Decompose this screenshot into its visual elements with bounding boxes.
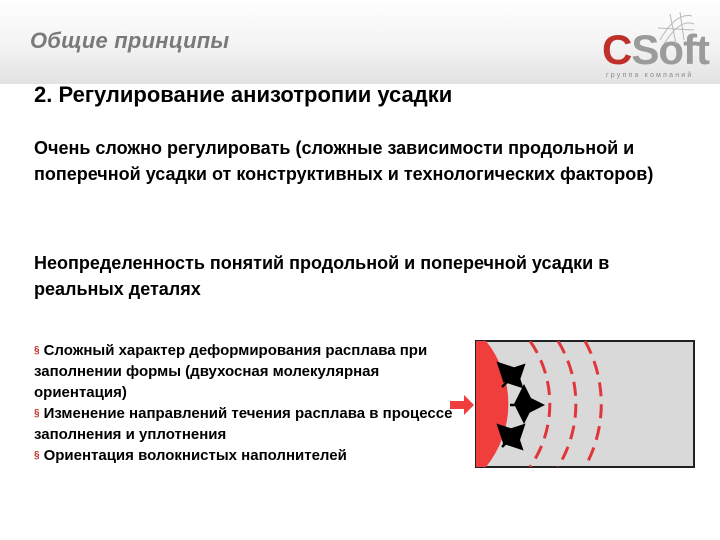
logo-grid-icon — [656, 10, 696, 46]
list-item — [34, 340, 464, 403]
list-item — [34, 445, 464, 466]
list-item — [34, 403, 464, 445]
bullet-marker: § — [34, 408, 40, 419]
slide-title: 2. Регулирование анизотропии усадки — [34, 82, 453, 107]
flow-front-diagram — [440, 335, 700, 475]
section-title: Общие принципы — [30, 28, 230, 53]
bullet-text: Ориентация волокнистых наполнителей — [43, 447, 347, 464]
mold-plate — [476, 341, 694, 467]
logo-tagline: группа компаний — [606, 72, 694, 79]
logo-letters: Soft — [631, 26, 709, 73]
paragraph-regulation: Очень сложно регулировать (сложные зависимости продольной и поперечной усадки от конструктивных и технологических факторов) — [34, 138, 654, 184]
flow-inlet-arrow-icon — [450, 395, 474, 415]
company-logo — [596, 10, 711, 84]
logo-letter-c: C — [602, 26, 632, 73]
bullet-list — [34, 340, 464, 466]
bullet-text: Изменение направлений течения расплава в процессе заполнения и уплотнения — [34, 405, 453, 443]
bullet-marker: § — [34, 345, 40, 356]
paragraph-uncertainty: Неопределенность понятий продольной и поперечной усадки в реальных деталях — [34, 253, 610, 299]
bullet-marker: § — [34, 450, 40, 461]
bullet-text: Сложный характер деформирования расплава при заполнении формы (двухосная молекулярная ориентация) — [34, 342, 428, 401]
